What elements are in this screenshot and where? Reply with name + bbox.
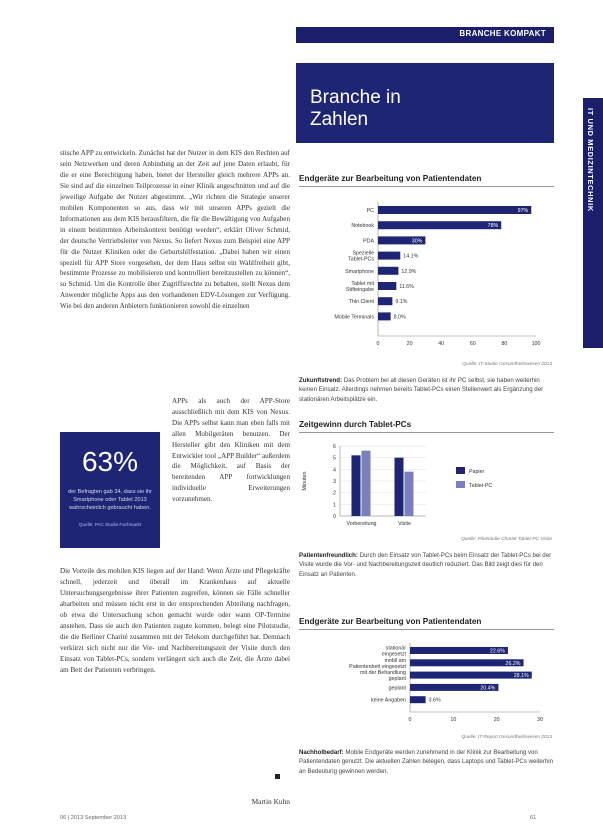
chart1-value-label: 30% (411, 238, 423, 245)
chart1-value-label: 12.9% (401, 268, 417, 275)
chart2-tick-label: 0 (333, 514, 336, 520)
chart1-tick-label: 40 (438, 341, 445, 347)
chart1-category-label: Mobile Terminals (334, 314, 374, 321)
chart1-category-label: Smartphone (345, 268, 374, 275)
article-narrow-column (168, 396, 290, 566)
hero-title-line1: Branche in (310, 87, 401, 108)
pull-quote (60, 432, 160, 548)
article-column-bottom (60, 566, 290, 784)
chart1-category-label: PDA (363, 238, 374, 245)
pull-quote-text: der Befragten gab 34, dass sie ihr Smartphone oder Tablet 2013 wahrscheinlich gebraucht haben. (68, 489, 152, 511)
chart1-svg (296, 190, 554, 360)
chart2-y-axis-label: Minuten (302, 471, 308, 491)
hero-box (296, 63, 554, 143)
chart3-source: Quelle: IT-Report Gesundheitswesen 2013 (461, 735, 552, 740)
chart1-tick-label: 60 (469, 341, 476, 347)
chart1-bar (378, 206, 531, 214)
article-paragraph-2: Die Vorteile des mobilen KIS liegen auf der Hand: Wenn Ärzte und Pflegekräfte schnell, jederzeit und überall im Krankenhaus auf aktuelle Untersuchungsergebnisse ihrer Patienten zugreifen, können sie Fälle schneller abarbeiten und müssen nicht erst in der entsprechenden Abteilung nachfragen, ob etwa die Untersuchung schon gemacht wurde oder wann OP-Termine anstehen. Dass sie auch den Patienten zugute kommen, belegt eine Pilotstudie, die die Berliner Charité zusammen mit der Telekom durchgeführt hat. Demnach verkürzt sich nicht nur die Vor- und Nachbereitungszeit der Visite durch den Einsatz von Tablet-PCs, sondern verlängert sich auch die Zeit, die Ärzte dabei am Bett der Patienten verbringen. (60, 567, 290, 674)
chart2-title: Zeitgewinn durch Tablet-PCs (299, 420, 412, 429)
chart1-category-label: Thin Client (348, 299, 374, 306)
chart1-value-label: 9.1% (395, 299, 408, 306)
chart1-rule (299, 186, 554, 187)
hero-title-line2: Zahlen (310, 109, 369, 130)
chart1-source: Quelle: IT-Studie Gesundheitswesen 2013 (462, 362, 552, 367)
chart2-caption (299, 551, 553, 579)
chart3-category-label: Patientenbett eingesetzt (349, 663, 406, 670)
hero-title (310, 87, 401, 131)
article-paragraph-tail: APPs als auch der APP-Store ausschließlich mit dem KIS von Nexus. Die APPs selbst kann man eben falls mit allen Mobilgeräten benutzen. Der Hersteller gibt den Kliniken mit dem Entwickler tool „APP Builder“ außerdem die Möglichkeit, auf Basis der bereitenden APP fortwicklungen individuelle Erweiterungen vorzunehmen. (172, 397, 290, 504)
chart1-category-label: Spezielle (352, 250, 374, 257)
chart1-caption (299, 376, 553, 404)
section-label: BRANCHE KOMPAKT (459, 29, 546, 38)
chart1-caption-lead: Zukunftstrend: (299, 377, 342, 384)
chart3-value-label: 20.4% (480, 685, 496, 692)
chart1-bar (378, 221, 501, 229)
chart1-bar (378, 252, 400, 260)
section-header-bar (296, 27, 554, 43)
chart1-bar (378, 267, 398, 275)
chart3-value-label: 26.2% (505, 660, 521, 667)
chart1-category-label: Tablet mit (351, 281, 374, 287)
chart1-category-label: Tablet-PCs (348, 256, 374, 263)
chart3-value-label: 28.1% (513, 673, 529, 680)
chart2-tick-label: 4 (333, 467, 336, 474)
pull-quote-value: 63% (81, 446, 139, 477)
chart3-category-label: eingesetzt (381, 651, 406, 658)
chart2-legend-swatch (456, 467, 465, 474)
chart3-value-label: 22.6% (489, 648, 505, 655)
chart1-bar (378, 282, 396, 290)
chart3-category-label: geplant (388, 685, 406, 692)
chart2-tick-label: 1 (333, 502, 336, 509)
chart3-tick-label: 10 (450, 717, 457, 723)
side-tab (583, 98, 603, 348)
article-column-top (60, 148, 290, 389)
chart3-rule (299, 629, 554, 630)
footer-left: 06 | 2013 September 2013 (60, 815, 127, 821)
chart1-caption-text: Das Problem bei all diesen Geräten ist ihr PC selbst, sie haben weiterhin keinen Einsatz. Allerdings nehmen bereits Tablet-PCs einen Stellenwert als Ergänzung der stationären Arbeitsplätze ein. (299, 377, 544, 403)
chart3-category-label: mit der Behandlung (360, 670, 406, 677)
chart3-caption (299, 748, 553, 776)
chart2-legend-swatch (456, 481, 465, 488)
chart2-tick-label: 6 (333, 444, 336, 450)
chart2-bar (362, 451, 371, 516)
chart2-bar (405, 472, 414, 516)
chart3-title: Endgeräte zur Bearbeitung von Patientendaten (299, 617, 482, 626)
page-number: 61 (530, 815, 537, 821)
chart3-tick-label: 30 (537, 717, 543, 723)
chart2-legend-label: Papier (469, 469, 485, 475)
chart2-caption-text: Durch den Einsatz von Tablet-PCs beim Einsatz der Tablet-PCs bei der Visite wurde die Vor- und Nachbereitungszeit deutlich reduziert. Das Bild zeigt dies für den Einsatz an Patienten. (299, 552, 552, 578)
chart1-tick-label: 0 (376, 341, 380, 347)
end-mark (275, 774, 280, 779)
pull-quote-source: Quelle: PAC Studie Fachmarkt (78, 522, 142, 527)
chart1-value-label: 78% (487, 223, 499, 230)
chart3-tick-label: 20 (493, 717, 500, 723)
chart2-bar (352, 455, 361, 516)
chart2-bar (395, 458, 404, 516)
chart3-category-label: stationär (385, 645, 406, 652)
chart1-category-label: Notebook (351, 223, 374, 230)
chart1-tick-label: 100 (531, 341, 541, 347)
chart1-bar (378, 297, 392, 305)
chart2-tick-label: 3 (333, 479, 336, 485)
chart1-value-label: 97% (517, 208, 529, 214)
chart3-caption-lead: Nachholbedarf: (299, 749, 344, 756)
chart2-rule (299, 432, 554, 433)
chart2-caption-lead: Patientenfreundlich: (299, 552, 358, 559)
chart1-value-label: 11.6% (399, 284, 414, 290)
chart1-bar (378, 312, 391, 320)
chart3-bar (410, 696, 426, 703)
chart3-category-label: keine Angaben (370, 697, 406, 704)
chart1-value-label: 8.0% (393, 314, 406, 321)
chart3-caption-text: Mobile Endgeräte werden zunehmend in der Klinik zur Bearbeitung von Patientendaten genutzt. Die aktuellen Zahlen belegen, dass Laptops und Tablet-PCs weiterhin an Bedeutung gewinnen werden. (299, 749, 553, 775)
chart2-legend-label: Tablet-PC (469, 483, 493, 489)
chart2-category-label: Visite (398, 521, 411, 527)
chart1-title: Endgeräte zur Bearbeitung von Patientendaten (299, 174, 482, 183)
chart2-svg (296, 436, 554, 540)
chart1-category-label: Stifteingabe (346, 287, 374, 293)
chart2-source: Quelle: Pilotstudie Charité Tablet-PC Visite (461, 537, 552, 542)
chart1-category-label: PC (366, 208, 374, 214)
chart2-tick-label: 2 (333, 490, 336, 497)
chart2-category-label: Vorbereitung (346, 521, 377, 527)
chart2-tick-label: 5 (333, 455, 336, 462)
article-paragraph: stische APP zu entwickeln. Zunächst hat der Nutzer in dem KIS den Rechten auf sein Netzwerken und deren Anbindung an der Zeit auf jene Daten erlaubt, für die er eine Berechtigung haben, bietet der Hersteller gleich mehrere APPs an. Sie sind auf die einzelnen Teilprozesse in einer Klinik angeschnitten und auf die jeweilige Aufgabe der Nutzer abgestimmt. „Wir richten die Strategie unserer mobilen Komponenten so aus, dass wir mit unseren APPs gezielt die Informationen aus dem KIS herausfiltern, die für die Bewältigung von Aufgaben in einem bestimmten Arbeitskontext benötigt werden“, erklärt Oliver Schmid, der deutsche Vertriebsleiter von Nexus. So liefert Nexus zum Beispiel eine APP für die Nutzer Kliniken oder die Geburtshilfestation. „Dabei haben wir einen speziell für APP Store vorgesehen, der dem Haus selbst ein Wahlfreiheit gibt, bestimmte Prozesse zu mobilisieren und kontrolliert bereitzustellen zu können“, so Schmid. Um die Kontrolle über Zugriffsrechte zu behalten, stellt Nexus dem Anwender mögliche Apps aus den vorhandenen EDV-Lösungen zur Verfügung. Wie bei den anderen Anbietern funktionieren sowohl die einzelnen (60, 149, 290, 311)
author: Martin Kuhn (251, 797, 290, 806)
chart1-value-label: 14.1% (403, 253, 419, 260)
chart1-tick-label: 20 (406, 341, 413, 347)
chart3-category-label: geplant (388, 676, 406, 683)
chart1-tick-label: 80 (501, 341, 508, 347)
chart3-svg (296, 634, 554, 732)
chart3-category-label: mobil am (384, 657, 406, 664)
chart3-value-label: 3.6% (428, 697, 441, 704)
chart3-tick-label: 0 (408, 717, 412, 723)
side-tab-label: IT UND MEDIZINTECHNIK (586, 108, 595, 212)
